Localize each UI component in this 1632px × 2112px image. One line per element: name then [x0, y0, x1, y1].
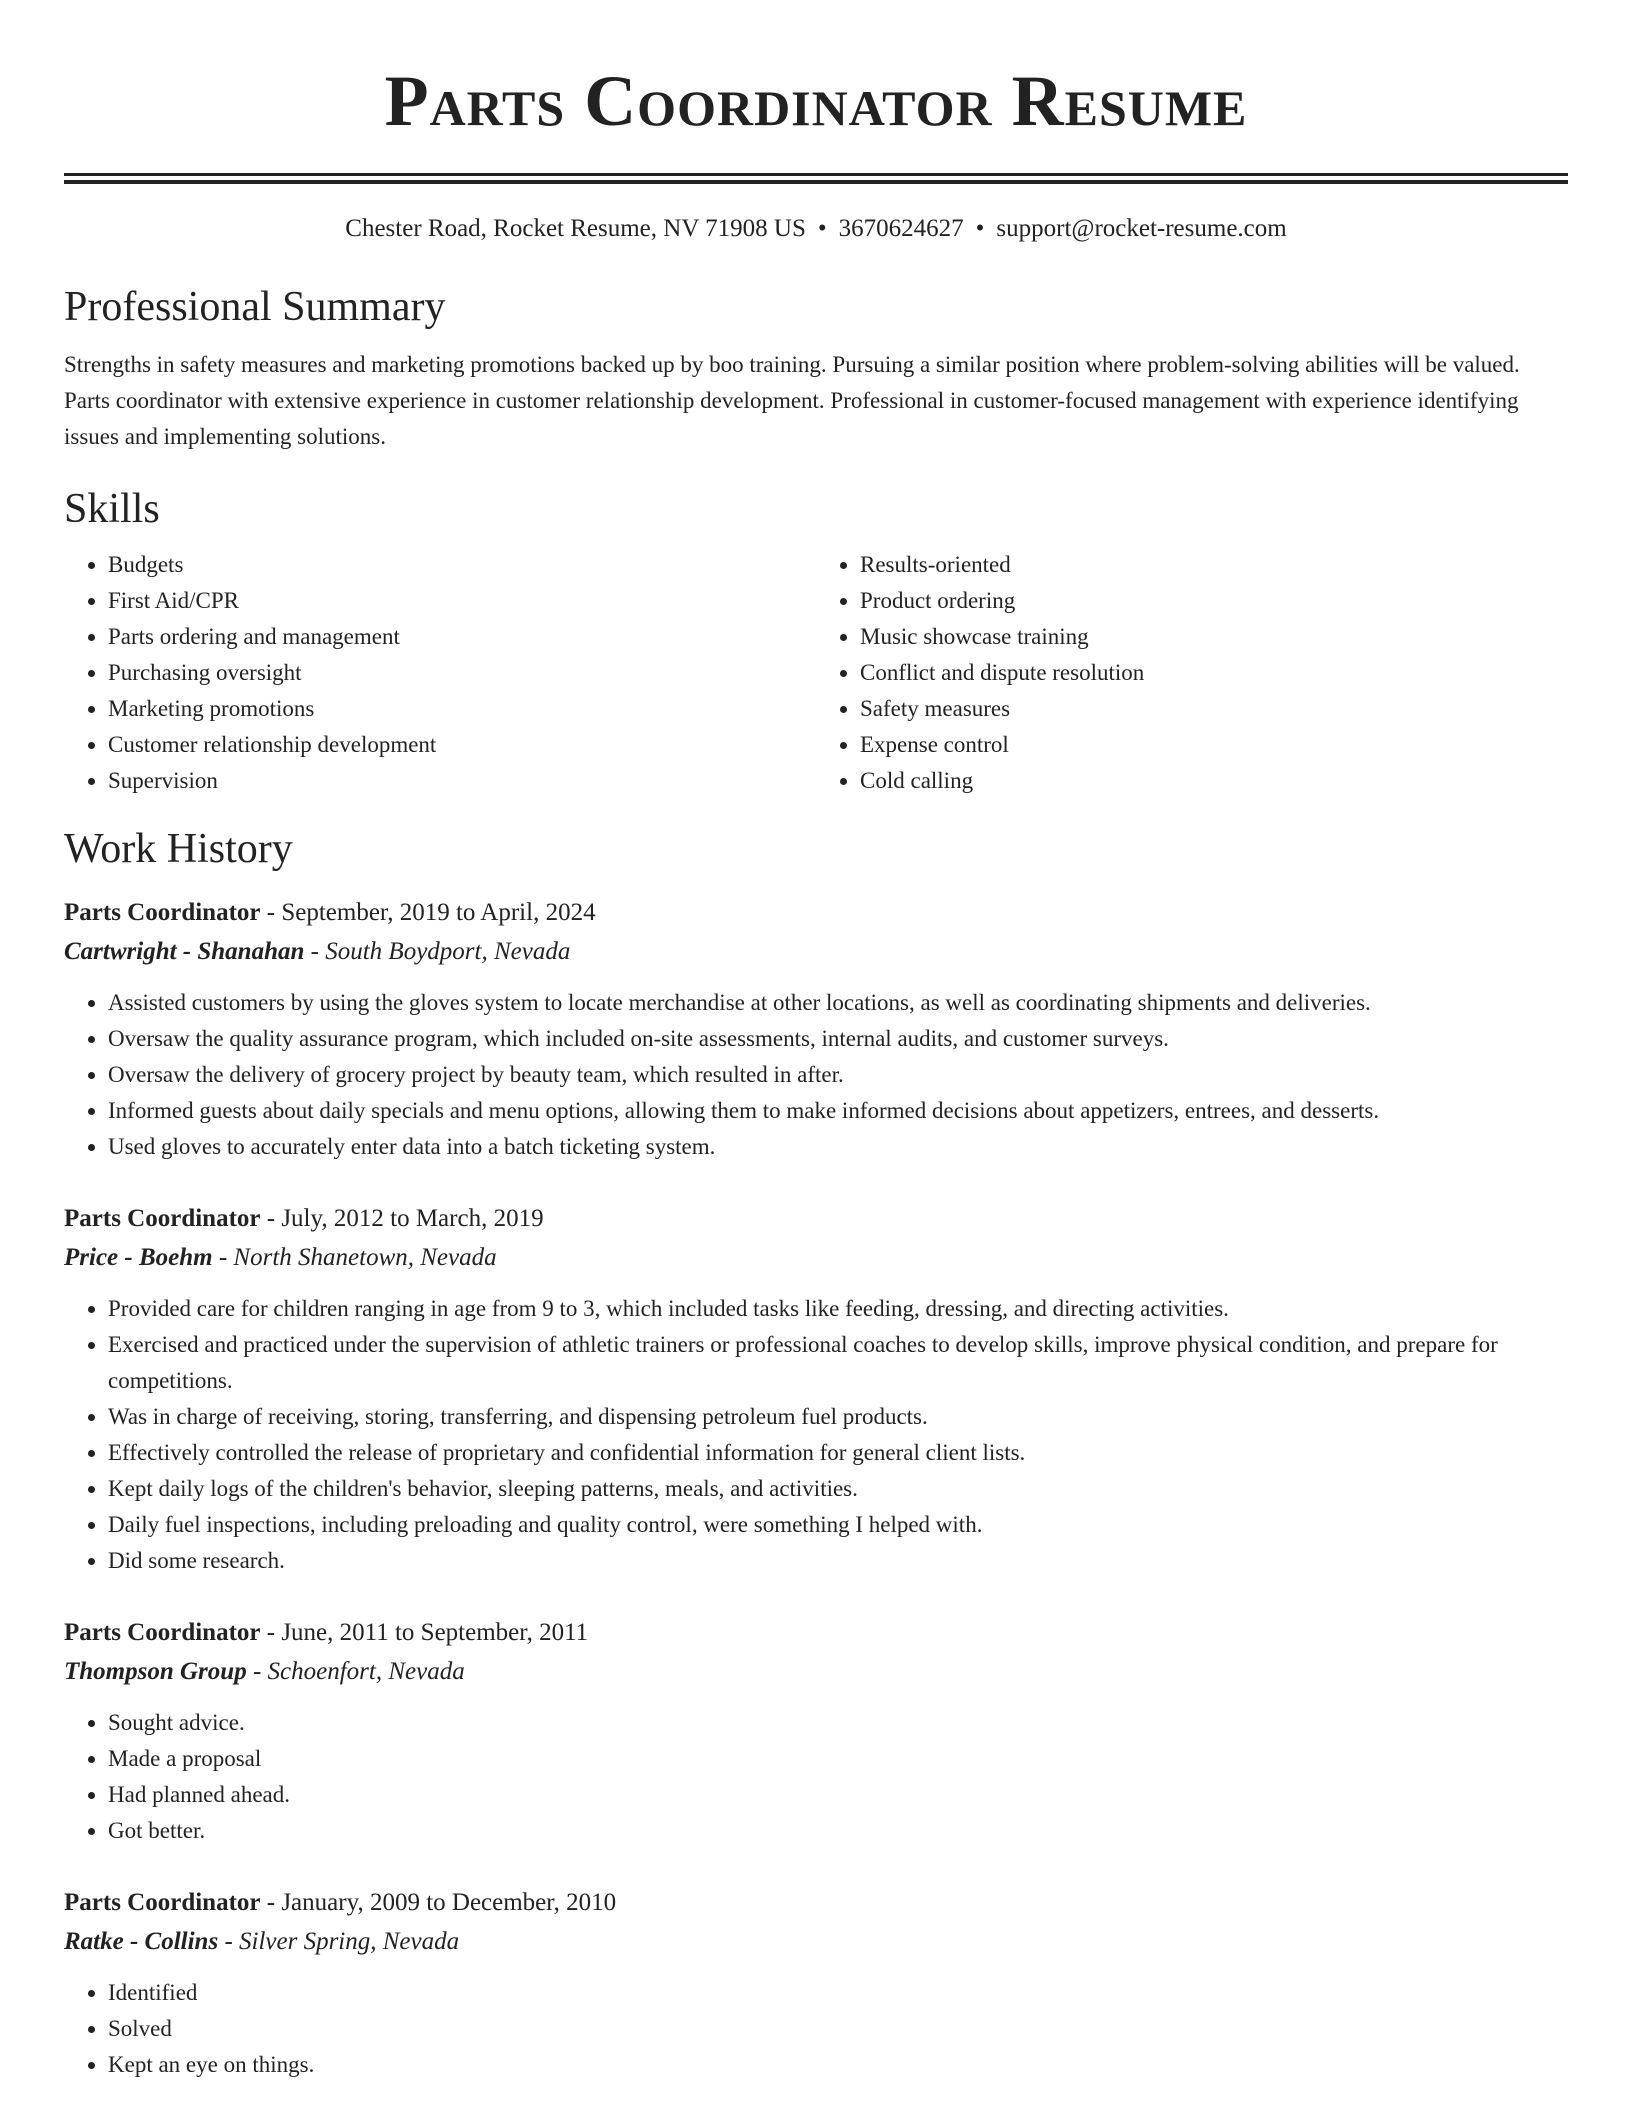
skill-item: • Expense control	[860, 727, 1568, 763]
job-bullet: • Had planned ahead.	[108, 1777, 1568, 1813]
job-location: South Boydport, Nevada	[325, 938, 571, 965]
job-header	[64, 1613, 1568, 1653]
job-dates: June, 2011 to September, 2011	[281, 1619, 589, 1646]
job-location: North Shanetown, Nevada	[233, 1244, 497, 1271]
job-header	[64, 893, 1568, 933]
dash-separator: -	[304, 938, 326, 965]
job-entry	[64, 893, 1568, 1165]
skill-item: • Budgets	[108, 547, 816, 583]
job-role: Parts Coordinator	[64, 899, 261, 926]
job-location: Silver Spring, Nevada	[239, 1928, 460, 1955]
skill-item: • Purchasing oversight	[108, 655, 816, 691]
job-company: Ratke - Collins	[64, 1928, 219, 1955]
job-bullet: • Assisted customers by using the gloves system to locate merchandise at other locations, as well as coordinating shipments and deliveries.	[108, 985, 1568, 1021]
job-bullet: • Solved	[108, 2011, 1568, 2047]
skill-item: • Safety measures	[860, 691, 1568, 727]
job-bullet: • Got better.	[108, 1813, 1568, 1849]
dash-separator: -	[260, 1889, 282, 1916]
contact-address: Chester Road, Rocket Resume, NV 71908 US	[345, 215, 806, 242]
job-role: Parts Coordinator	[64, 1619, 261, 1646]
dash-separator: -	[260, 899, 282, 926]
job-employer	[64, 933, 1568, 971]
job-employer	[64, 1923, 1568, 1961]
skill-item: • Supervision	[108, 763, 816, 799]
job-bullet: • Kept daily logs of the children's behavior, sleeping patterns, meals, and activities.	[108, 1471, 1568, 1507]
skill-item: • Marketing promotions	[108, 691, 816, 727]
work-history-heading: Work History	[64, 826, 293, 872]
job-entry	[64, 1883, 1568, 2083]
job-employer	[64, 1653, 1568, 1691]
summary-text: Strengths in safety measures and marketing promotions backed up by boo training. Pursuing a similar position where problem-solving abilities will be valued. Parts coordinator with extensive experience in customer relationship development. Professional in customer-focused management with experience identifying issues and implementing solutions.	[64, 352, 1520, 449]
job-header	[64, 1199, 1568, 1239]
contact-email: support@rocket-resume.com	[996, 215, 1287, 242]
job-bullet: • Sought advice.	[108, 1705, 1568, 1741]
job-bullet: • Informed guests about daily specials and menu options, allowing them to make informed decisions about appetizers, entrees, and desserts.	[108, 1093, 1568, 1129]
job-company: Cartwright - Shanahan	[64, 938, 305, 965]
job-role: Parts Coordinator	[64, 1205, 261, 1232]
summary-heading: Professional Summary	[64, 284, 446, 330]
dash-separator: -	[260, 1619, 282, 1646]
skills-list-left	[64, 547, 816, 799]
dash-separator: -	[218, 1928, 240, 1955]
job-dates: September, 2019 to April, 2024	[281, 899, 596, 926]
dash-separator: -	[212, 1244, 234, 1271]
job-bullets	[64, 1975, 1568, 2083]
job-company: Price - Boehm	[64, 1244, 213, 1271]
skill-item: • First Aid/CPR	[108, 583, 816, 619]
job-bullet: • Daily fuel inspections, including preloading and quality control, were something I helped with.	[108, 1507, 1568, 1543]
skill-item: • Music showcase training	[860, 619, 1568, 655]
job-bullet: • Identified	[108, 1975, 1568, 2011]
job-bullet: • Oversaw the quality assurance program, which included on-site assessments, internal audits, and customer surveys.	[108, 1021, 1568, 1057]
skill-item: • Customer relationship development	[108, 727, 816, 763]
job-bullet: • Provided care for children ranging in age from 9 to 3, which included tasks like feeding, dressing, and directing activities.	[108, 1291, 1568, 1327]
job-bullet: • Did some research.	[108, 1543, 1568, 1579]
skills-heading: Skills	[64, 486, 160, 532]
job-entry	[64, 1613, 1568, 1849]
contact-line	[64, 211, 1568, 247]
job-bullet: • Used gloves to accurately enter data into a batch ticketing system.	[108, 1129, 1568, 1165]
job-bullets	[64, 985, 1568, 1165]
title-divider	[64, 173, 1568, 176]
contact-separator: •	[975, 215, 985, 242]
job-company: Thompson Group	[64, 1658, 247, 1685]
job-bullet: • Was in charge of receiving, storing, transferring, and dispensing petroleum fuel products.	[108, 1399, 1568, 1435]
contact-phone: 3670624627	[838, 215, 964, 242]
job-bullets	[64, 1705, 1568, 1849]
resume-title: Parts Coordinator Resume	[384, 61, 1248, 141]
job-bullet: • Effectively controlled the release of proprietary and confidential information for general client lists.	[108, 1435, 1568, 1471]
job-entry	[64, 1199, 1568, 1579]
contact-separator: •	[817, 215, 827, 242]
job-bullet: • Exercised and practiced under the supervision of athletic trainers or professional coaches to develop skills, improve physical condition, and prepare for competitions.	[108, 1327, 1568, 1399]
job-dates: July, 2012 to March, 2019	[281, 1205, 544, 1232]
dash-separator: -	[260, 1205, 282, 1232]
job-role: Parts Coordinator	[64, 1889, 261, 1916]
job-bullet: • Made a proposal	[108, 1741, 1568, 1777]
skill-item: • Cold calling	[860, 763, 1568, 799]
job-bullets	[64, 1291, 1568, 1579]
job-dates: January, 2009 to December, 2010	[281, 1889, 617, 1916]
job-bullet: • Oversaw the delivery of grocery project by beauty team, which resulted in after.	[108, 1057, 1568, 1093]
skill-item: • Conflict and dispute resolution	[860, 655, 1568, 691]
skill-item: • Product ordering	[860, 583, 1568, 619]
job-bullet: • Kept an eye on things.	[108, 2047, 1568, 2083]
skills-columns	[64, 547, 1568, 799]
skill-item: • Results-oriented	[860, 547, 1568, 583]
job-header	[64, 1883, 1568, 1923]
skills-list-right	[816, 547, 1568, 799]
job-location: Schoenfort, Nevada	[267, 1658, 465, 1685]
skill-item: • Parts ordering and management	[108, 619, 816, 655]
dash-separator: -	[246, 1658, 268, 1685]
job-employer	[64, 1239, 1568, 1277]
